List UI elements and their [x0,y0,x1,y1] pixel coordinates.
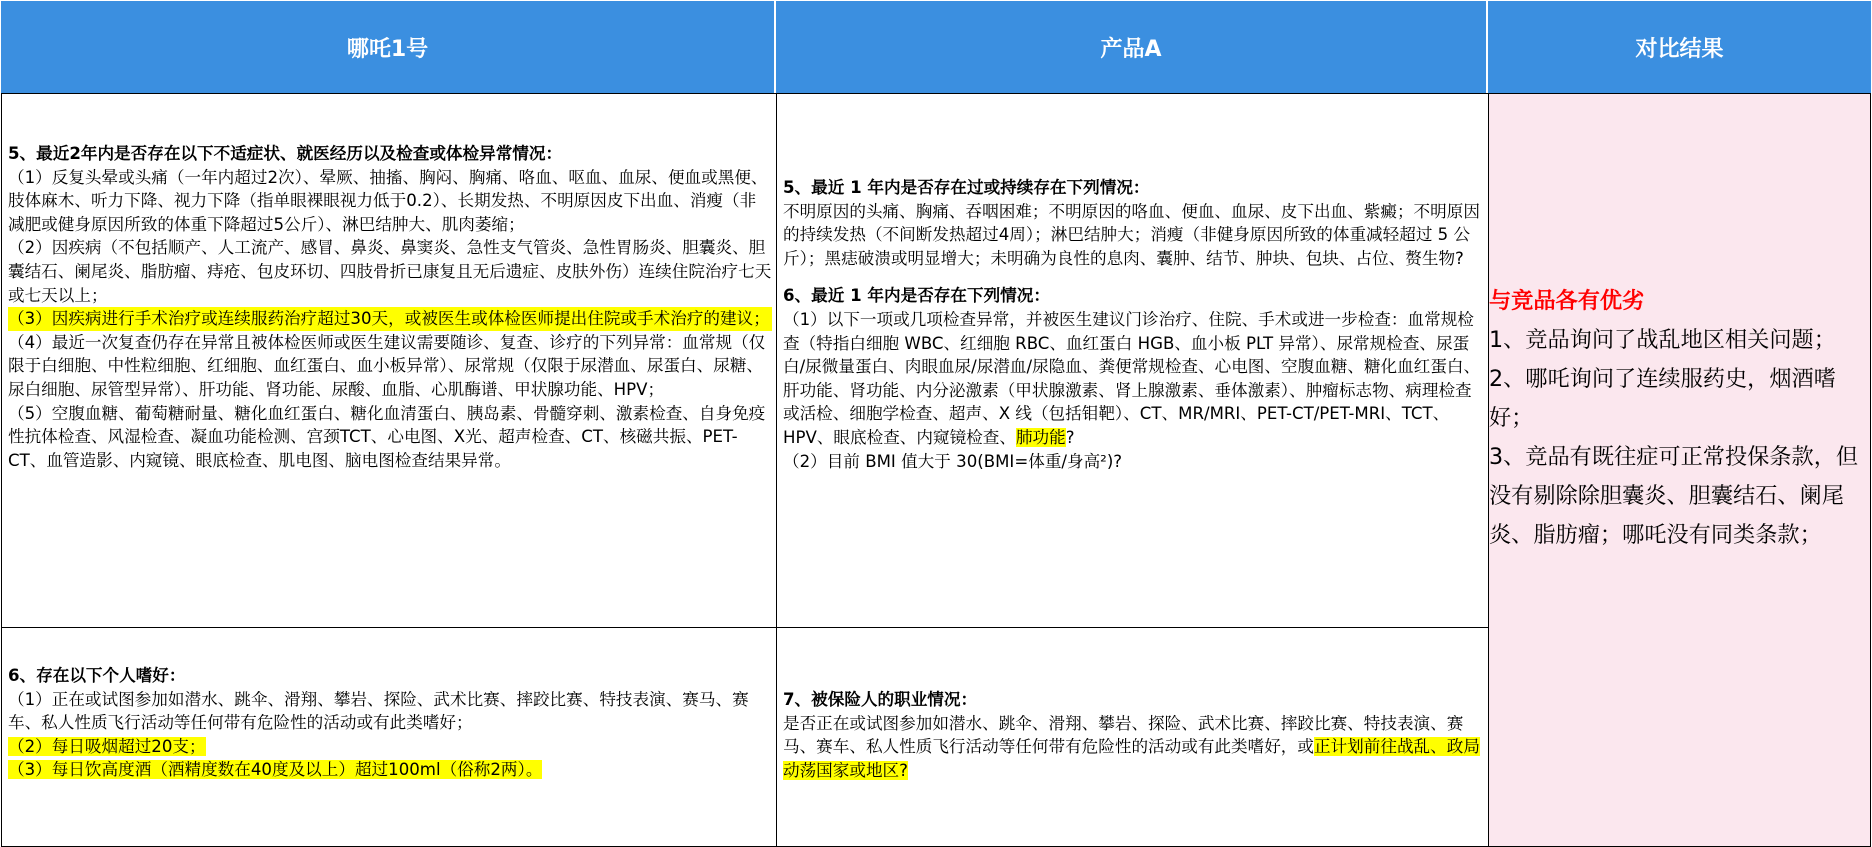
result-text [1489,282,1864,555]
product-a-section-5 [783,176,1484,473]
header-nezha: 哪吒1号 [1,1,776,93]
product-a-section-7 [783,688,1484,782]
product-a-s6-item-1-highlight: 肺功能 [1015,427,1066,447]
product-a-s6-item-1-text: （1）以下一项或几项检查异常，并被医生建议门诊治疗、住院、手术或进一步检查：血常规检查（特指白细胞 WBC、红细胞 RBC、血红蛋白 HGB、血小板 PLT 异常）、尿常规检查、尿蛋白/尿微量蛋白、肉眼血尿/尿潜血/尿隐血、粪便常规检查、心电图、空腹血糖、糖化血红蛋白、肝功能、肾功能、内分泌激素（甲状腺激素、肾上腺激素、垂体激素）、肿瘤标志物、病理检查或活检、细胞学检查、超声、X 线（包括钼靶）、CT、MR/MRI、PET-CT/PET-MRI、TCT、HPV、眼底检查、内窥镜检查、 [783,309,1481,447]
nezha-section-6 [8,664,772,782]
product-a-s6-item-2: （2）目前 BMI 值大于 30(BMI=体重/身高²)? [783,451,1123,471]
result-line-2: 2、哪吒询问了连续服药史，烟酒嗜好； [1489,366,1836,431]
result-line-1: 1、竞品询问了战乱地区相关问题； [1489,327,1836,353]
product-a-s7-body-highlight: 正计划前往战乱、政局动荡国家或地区? [783,737,1480,780]
product-a-s7-title: 7、被保险人的职业情况： [783,690,978,709]
nezha-s6-item-2-highlight: （2）每日吸烟超过20支； [8,736,206,756]
nezha-s6-title: 6、存在以下个人嗜好： [8,666,186,685]
result-line-3: 3、竞品有既往症可正常投保条款，但没有剔除除胆囊炎、胆囊结石、阑尾炎、脂肪瘤；哪吒没有同类条款； [1489,444,1859,548]
product-a-s6-title: 6、最近 1 年内是否存在下列情况： [783,286,1050,306]
product-a-s5-body: 不明原因的头痛、胸痛、吞咽困难；不明原因的咯血、便血、血尿、皮下出血、紫癜；不明原因的持续发热（不间断发热超过4周）；淋巴结肿大；消瘦（非健身原因所致的体重减轻超过 5 公斤）；黑痣破溃或明显增大；未明确为良性的息肉、囊肿、结节、肿块、包块、占位、赘生物? [783,201,1480,268]
nezha-s5-item-2: （2）因疾病（不包括顺产、人工流产、感冒、鼻炎、鼻窦炎、急性支气管炎、急性胃肠炎、胆囊炎、胆囊结石、阑尾炎、脂肪瘤、痔疮、包皮环切、四肢骨折已康复且无后遗症、皮肤外伤）连续住院治疗七天或七天以上； [8,238,772,305]
result-title: 与竞品各有优劣 [1489,288,1645,314]
product-a-section-7-cell [776,627,1489,847]
header-product-a: 产品A [776,1,1488,93]
nezha-section-5 [8,142,772,472]
nezha-s5-item-3-highlight: （3）因疾病进行手术治疗或连续服药治疗超过30天，或被医生或体检医师提出住院或手术治疗的建议； [8,307,772,331]
product-a-s6-item-1 [783,308,1484,450]
nezha-s5-item-5: （5）空腹血糖、葡萄糖耐量、糖化血红蛋白、糖化血清蛋白、胰岛素、骨髓穿刺、激素检查、自身免疫性抗体检查、风湿检查、凝血功能检测、宫颈TCT、心电图、X光、超声检查、CT、核磁共振、PET-CT、血管造影、内窥镜、眼底检查、肌电图、脑电图检查结果异常。 [8,403,766,470]
product-a-sections-5-6-cell [776,93,1489,628]
product-a-s5-title: 5、最近 1 年内是否存在过或持续存在下列情况： [783,178,1150,197]
header-result: 对比结果 [1488,1,1871,93]
product-a-s7-body-text: 是否正在或试图参加如潜水、跳伞、滑翔、攀岩、探险、武术比赛、摔跤比赛、特技表演、赛马、赛车、私人性质飞行活动等任何带有危险性的活动或有此类嗜好，或 [783,713,1464,757]
nezha-s5-item-1: （1）反复头晕或头痛（一年内超过2次）、晕厥、抽搐、胸闷、胸痛、咯血、呕血、血尿、便血或黑便、肢体麻木、听力下降、视力下降（指单眼裸眼视力低于0.2）、长期发热、不明原因皮下出血、消瘦（非减肥或健身原因所致的体重下降超过5公斤）、淋巴结肿大、肌肉萎缩； [8,167,768,234]
nezha-s6-item-3-highlight: （3）每日饮高度酒（酒精度数在40度及以上）超过100ml（俗称2两）。 [8,760,543,780]
nezha-section-6-cell [1,627,777,847]
result-cell [1488,93,1871,847]
comparison-table [1,1,1871,847]
product-a-s7-body [783,712,1484,783]
nezha-s5-title: 5、最近2年内是否存在以下不适症状、就医经历以及检查或体检异常情况： [8,144,563,163]
product-a-s6-item-1-end: ? [1065,427,1075,447]
nezha-s5-item-4: （4）最近一次复查仍存在异常且被体检医师或医生建议需要随诊、复查、诊疗的下列异常：血常规（仅限于白细胞、中性粒细胞、红细胞、血红蛋白、血小板异常）、尿常规（仅限于尿潜血、尿蛋白、尿糖、尿白细胞、尿管型异常）、肝功能、肾功能、尿酸、血脂、心肌酶谱、甲状腺功能、HPV； [8,332,766,399]
nezha-s6-item-1: （1）正在或试图参加如潜水、跳伞、滑翔、攀岩、探险、武术比赛、摔跤比赛、特技表演、赛马、赛车、私人性质飞行活动等任何带有危险性的活动或有此类嗜好； [8,689,749,733]
nezha-section-5-cell [1,93,777,628]
